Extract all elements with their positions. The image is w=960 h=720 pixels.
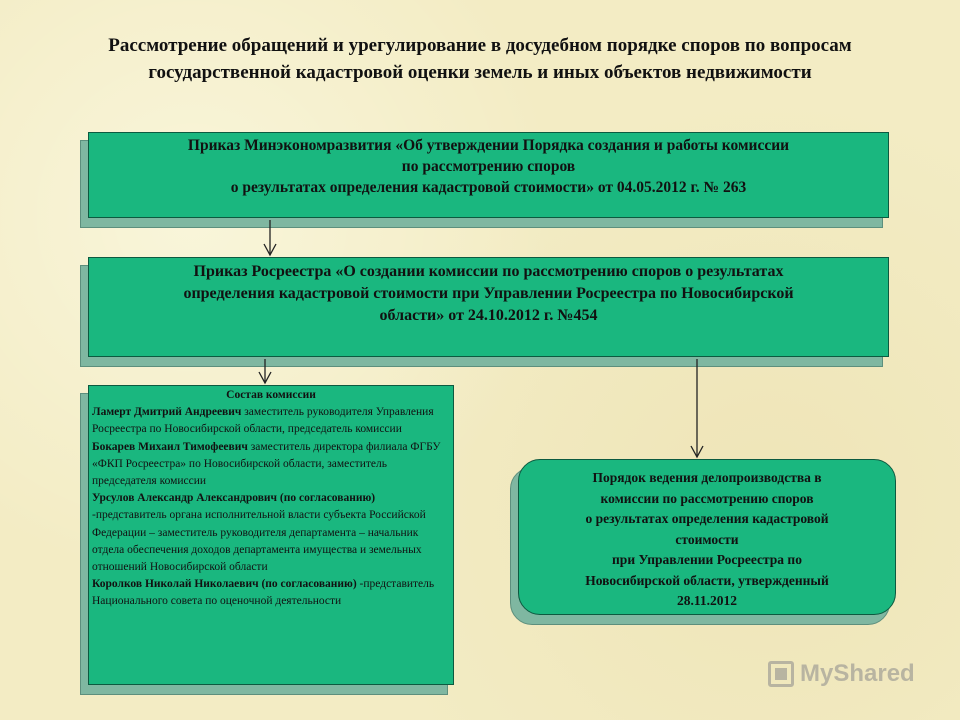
watermark-text: MyShared xyxy=(800,660,915,687)
member-name: Ламерт Дмитрий Андреевич xyxy=(92,406,242,419)
order-ministry-line: Приказ Минэкономразвития «Об утверждении Порядка создания и работы комиссии xyxy=(187,137,790,154)
member-name: Бокарев Михаил Тимофеевич xyxy=(92,440,248,453)
procedure-line: 28.11.2012 xyxy=(676,593,737,608)
slide-title: Рассмотрение обращений и урегулирование в досудебном порядке споров по вопросам государственной кадастровой оценки земель и иных объектов недвижимости xyxy=(108,35,852,83)
procedure-line: Новосибирской области, утвержденный xyxy=(585,572,829,588)
member-role: заместитель руководителя Управления Росреестра по Новосибирской области, председатель комиссии xyxy=(92,406,434,436)
member-name: Королков Николай Николаевич (по согласованию) xyxy=(92,578,357,591)
order-ministry-line: о результатах определения кадастровой стоимости» от 04.05.2012 г. № 263 xyxy=(230,179,747,196)
member-role: -представитель органа исполнительной власти субъекта Российской Федерации – заместитель руководителя департамента – начальник отдела обеспечения доходов департамента имущества и земельных отношений Новосибирской области xyxy=(92,509,426,574)
member-name: Урсулов Александр Александрович (по согласованию) xyxy=(92,492,376,505)
watermark-logo xyxy=(768,656,928,692)
order-ministry-line: по рассмотрению споров xyxy=(401,158,576,175)
procedure-line: о результатах определения кадастровой xyxy=(585,511,829,526)
procedure-line: комиссии по рассмотрению споров xyxy=(600,490,814,506)
procedure-line: Порядок ведения делопроизводства в xyxy=(592,470,822,485)
commission-heading: Состав комиссии xyxy=(226,389,316,401)
procedure-line: стоимости xyxy=(675,531,739,547)
order-rosreestr-line: Приказ Росреестра «О создании комиссии по рассмотрению споров о результатах xyxy=(193,263,784,280)
order-rosreestr-line: определения кадастровой стоимости при Управлении Росреестра по Новосибирской xyxy=(183,285,794,302)
member-role: заместитель директора филиала ФГБУ «ФКП Росреестра» по Новосибирской области, заместитель председателя комиссии xyxy=(92,440,441,488)
procedure-line: при Управлении Росреестра по xyxy=(612,552,802,567)
order-rosreestr-line: области» от 24.10.2012 г. №454 xyxy=(379,307,598,324)
member-role: -представитель Национального совета по оценочной деятельности xyxy=(92,578,435,608)
myshared-logo-icon xyxy=(768,661,794,687)
